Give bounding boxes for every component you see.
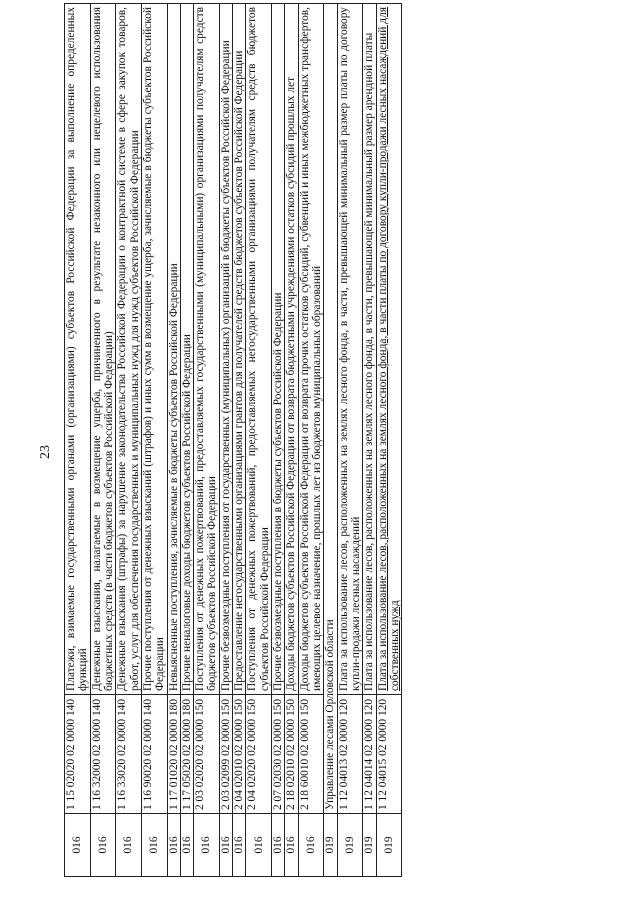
admin-code-cell: 016 xyxy=(285,814,298,877)
kbk-code-cell: 2 03 02020 02 0000 150 xyxy=(194,695,220,814)
table-row xyxy=(272,4,285,877)
revenue-name-cell: Плата за использование лесов, расположенных на землях лесного фонда, в части платы по договору купли-продажи лесных насаждений для собственных нужд xyxy=(376,4,402,695)
kbk-code-cell: 1 17 05020 02 0000 180 xyxy=(180,695,193,814)
admin-code-cell: 019 xyxy=(376,814,402,877)
table-row xyxy=(116,4,142,877)
rotated-page xyxy=(64,7,580,877)
table-row xyxy=(141,4,167,877)
revenue-name-cell: Платежи, взимаемые государственными органами (организациями) субъектов Российской Федерации за выполнение определенных функций xyxy=(65,4,91,695)
table-row xyxy=(337,4,363,877)
table-row xyxy=(246,4,272,877)
kbk-code-cell: 1 16 90020 02 0000 140 xyxy=(141,695,167,814)
table-row-department xyxy=(324,4,337,877)
admin-code-cell: 016 xyxy=(90,814,116,877)
department-name-cell: Управление лесами Орловской области xyxy=(324,4,337,814)
revenue-name-cell: Денежные взыскания, налагаемые в возмещение ущерба, причиненного в результате незаконного или нецелевого использования бюджетных средств (в части бюджетов субъектов Российской Федерации) xyxy=(90,4,116,695)
kbk-code-cell: 2 04 02010 02 0000 150 xyxy=(233,695,246,814)
table-row xyxy=(194,4,220,877)
revenue-name-cell: Доходы бюджетов субъектов Российской Федерации от возврата прочих остатков субсидий, субвенций и иных межбюджетных трансфертов, имеющих целевое назначение, прошлых лет из бюджетов муниципальных образований xyxy=(298,4,324,695)
kbk-code-cell: 2 04 02020 02 0000 150 xyxy=(246,695,272,814)
admin-code-cell: 019 xyxy=(337,814,363,877)
admin-code-cell: 016 xyxy=(272,814,285,877)
revenue-name-cell: Прочие поступления от денежных взысканий (штрафов) и иных сумм в возмещение ущерба, зачисляемые в бюджеты субъектов Российской Федерации xyxy=(141,4,167,695)
revenue-name-cell: Предоставление негосударственными организациями грантов для получателей средств бюджетов субъектов Российской Федерации xyxy=(233,4,246,695)
admin-code-cell: 016 xyxy=(233,814,246,877)
revenue-name-cell: Прочие неналоговые доходы бюджетов субъектов Российской Федерации xyxy=(180,4,193,695)
kbk-code-cell: 1 16 33020 02 0000 140 xyxy=(116,695,142,814)
kbk-code-cell: 1 12 04013 02 0000 120 xyxy=(337,695,363,814)
table-row xyxy=(376,4,402,877)
table-row xyxy=(90,4,116,877)
admin-code-cell: 016 xyxy=(141,814,167,877)
revenue-name-cell: Плата за использование лесов, расположенных на землях лесного фонда, в части, превышающей минимальный размер платы по договору купли-продажи лесных насаждений xyxy=(337,4,363,695)
admin-code-cell: 016 xyxy=(180,814,193,877)
table-row xyxy=(363,4,376,877)
admin-code-cell: 016 xyxy=(246,814,272,877)
table-row xyxy=(285,4,298,877)
kbk-code-cell: 2 18 60010 02 0000 150 xyxy=(298,695,324,814)
kbk-code-cell: 1 12 04014 02 0000 120 xyxy=(363,695,376,814)
table-row xyxy=(233,4,246,877)
budget-revenue-table xyxy=(64,3,402,877)
revenue-name-cell: Поступления от денежных пожертвований, предоставляемых негосударственными организациями получателям средств бюджетов субъектов Российской Федерации xyxy=(246,4,272,695)
admin-code-cell: 016 xyxy=(194,814,220,877)
kbk-code-cell: 2 18 02010 02 0000 150 xyxy=(285,695,298,814)
revenue-name-cell: Доходы бюджетов субъектов Российской Федерации от возврата бюджетными учреждениями остатков субсидий прошлых лет xyxy=(285,4,298,695)
kbk-code-cell: 1 17 01020 02 0000 180 xyxy=(167,695,180,814)
kbk-code-cell: 1 15 02020 02 0000 140 xyxy=(65,695,91,814)
kbk-code-cell: 1 16 32000 02 0000 140 xyxy=(90,695,116,814)
kbk-code-cell: 2 07 02030 02 0000 150 xyxy=(272,695,285,814)
revenue-name-cell: Невыясненные поступления, зачисляемые в бюджеты субъектов Российской Федерации xyxy=(167,4,180,695)
admin-code-cell: 016 xyxy=(167,814,180,877)
revenue-name-cell: Денежные взыскания (штрафы) за нарушение законодательства Российской Федерации о контрактной системе в сфере закупок товаров, работ, услуг для обеспечения государственных и муниципальных нужд для нужд субъектов Российской Федерации xyxy=(116,4,142,695)
table-row xyxy=(167,4,180,877)
admin-code-cell: 016 xyxy=(65,814,91,877)
revenue-name-cell: Прочие безвозмездные поступления в бюджеты субъектов Российской Федерации xyxy=(272,4,285,695)
admin-code-cell: 019 xyxy=(324,814,337,877)
table-row xyxy=(298,4,324,877)
kbk-code-cell: 1 12 04015 02 0000 120 xyxy=(376,695,402,814)
admin-code-cell: 019 xyxy=(363,814,376,877)
table-row xyxy=(219,4,232,877)
page-number: 23 xyxy=(38,445,53,459)
admin-code-cell: 016 xyxy=(116,814,142,877)
revenue-name-cell: Поступления от денежных пожертвований, предоставляемых государственными (муниципальными) организациями получателям средств бюджетов субъектов Российской Федерации xyxy=(194,4,220,695)
admin-code-cell: 016 xyxy=(219,814,232,877)
kbk-code-cell: 2 03 02099 02 0000 150 xyxy=(219,695,232,814)
table-row xyxy=(65,4,91,877)
table-row xyxy=(180,4,193,877)
revenue-name-cell: Прочие безвозмездные поступления от государственных (муниципальных) организаций в бюджеты субъектов Российской Федерации xyxy=(219,4,232,695)
revenue-name-cell: Плата за использование лесов, расположенных на землях лесного фонда, в части, превышающей минимальный размер арендной платы xyxy=(363,4,376,695)
admin-code-cell: 016 xyxy=(298,814,324,877)
